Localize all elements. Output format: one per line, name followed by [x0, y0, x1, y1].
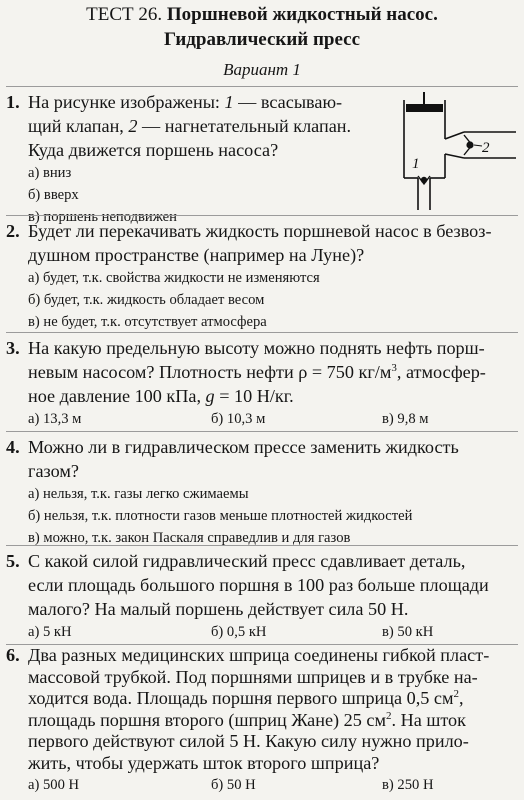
question-3: [6, 336, 518, 430]
option-c[interactable]: в) можно, т.к. закон Паскаля справедлив и для газов: [28, 530, 351, 546]
title-line-2: Гидравлический пресс: [163, 29, 361, 50]
piston: [406, 104, 443, 112]
question-5-text: 5. С какой силой гидравлический пресс сдавливает деталь, если площадь большого поршня в 100 раз больше площади малого? На малый поршень действует сила 50 Н.: [6, 551, 489, 619]
variant-label: Вариант 1: [223, 60, 301, 79]
pump-diagram: [392, 92, 520, 212]
option-c[interactable]: в) не будет, т.к. отсутствует атмосфера: [28, 314, 267, 330]
option-c[interactable]: в) 50 кН: [382, 624, 434, 640]
option-b[interactable]: б) будет, т.к. жидкость обладает весом: [28, 292, 265, 308]
page-title: [0, 4, 524, 26]
question-6-text: 6. Два разных медицинских шприца соединены гибкой пласт- массовой трубкой. Под поршнями шприцев и в трубке на- ходится вода. Площадь поршня первого шприца 0,5 $см^2$, площадь поршня второго (шприц Жане) 25 $см^2$. На шток первого действуют силой 5 Н. Какую силу нужно прило- жить, чтобы удержать шток второго шприца?: [6, 645, 490, 773]
options-row: [6, 774, 518, 796]
question-number: 1.: [6, 92, 20, 112]
option-a[interactable]: а) нельзя, т.к. газы легко сжимаемы: [28, 486, 249, 502]
test-label: ТЕСТ 26.: [86, 4, 163, 25]
option-c[interactable]: в) поршень неподвижен: [28, 209, 177, 225]
option-c[interactable]: в) 250 Н: [382, 777, 434, 793]
option-a[interactable]: а) 13,3 м: [28, 411, 82, 427]
label-1: 1: [412, 156, 420, 172]
question-6: [6, 645, 518, 796]
question-2: [6, 219, 518, 333]
option-b[interactable]: б) 10,3 м: [211, 411, 266, 427]
divider: [6, 86, 518, 87]
option-b[interactable]: б) нельзя, т.к. плотности газов меньше плотностей жидкостей: [28, 508, 413, 524]
question-3-text: 3. На какую предельную высоту можно поднять нефть порш- невым насосом? Плотность нефти ρ = 750 $кг/м^3$, атмосфер- ное давление 100 кПа, g = 10 Н/кг.: [6, 338, 486, 406]
question-1-text: 1. На рисунке изображены: 1 — всасываю- щий клапан, 2 — нагнетательный клапан. Куда движется поршень насоса?: [6, 92, 352, 160]
option-a[interactable]: а) 500 Н: [28, 777, 80, 793]
valve-1: [421, 177, 427, 183]
divider: [6, 332, 518, 333]
question-2-text: 2. Будет ли перекачивать жидкость поршневой насос в безвоз- душном пространстве (например на Луне)?: [6, 221, 492, 265]
option-b[interactable]: б) 0,5 кН: [211, 624, 267, 640]
divider: [6, 215, 518, 216]
option-b[interactable]: б) вверх: [28, 187, 79, 203]
divider: [6, 431, 518, 432]
question-4: [6, 435, 518, 549]
label-2: 2: [482, 140, 490, 156]
options-row: [6, 408, 518, 430]
question-5: [6, 549, 518, 643]
option-a[interactable]: а) будет, т.к. свойства жидкости не изменяются: [28, 270, 320, 286]
question-1: [6, 90, 394, 228]
option-c[interactable]: в) 9,8 м: [382, 411, 429, 427]
option-a[interactable]: а) вниз: [28, 165, 72, 181]
title-line-1: Поршневой жидкостный насос.: [166, 4, 438, 25]
page-subtitle: [0, 29, 524, 51]
question-4-text: 4. Можно ли в гидравлическом прессе заменить жидкость газом?: [6, 437, 459, 481]
option-b[interactable]: б) 50 Н: [211, 777, 256, 793]
divider: [6, 545, 518, 546]
valve-2: [466, 141, 473, 148]
options-row: [6, 621, 518, 643]
option-a[interactable]: а) 5 кН: [28, 624, 72, 640]
